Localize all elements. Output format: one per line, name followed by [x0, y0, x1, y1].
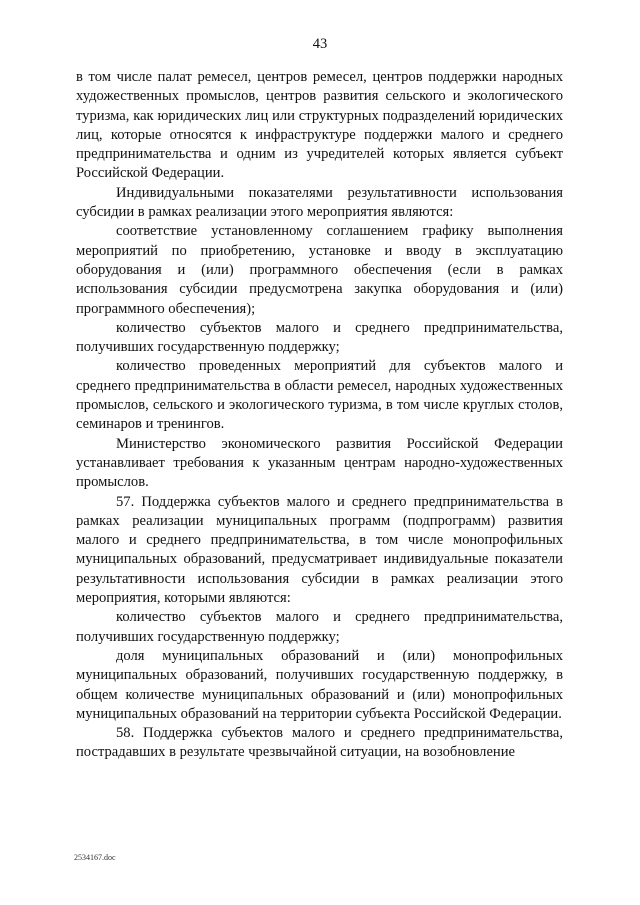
paragraph-indicator-events: количество проведенных мероприятий для субъектов малого и среднего предпринимательства в области ремесел, народных художественных промыслов, сельского и экологического туризма, в том числе круглых столов, семинаров и тренингов. — [76, 358, 563, 433]
paragraph-continuation: в том числе палат ремесел, центров ремесел, центров поддержки народных художественных промыслов, центров развития сельского и экологического туризма, как юридических лиц или структурных подразделений юридических лиц, которые относятся к инфраструктуре поддержки малого и среднего предпринимательства и одним из учредителей которых является субъект Российской Федерации. — [76, 69, 563, 182]
document-file-code: 2534167.doc — [74, 853, 116, 862]
paragraph-indicator-schedule: соответствие установленному соглашением графику выполнения мероприятий по приобретению, установке и вводу в эксплуатацию оборудования и (или) программного обеспечения (если в рамках использования субсидии предусмотрена закупка оборудования и (или) программного обеспечения); — [76, 223, 563, 317]
page-number: 43 — [312, 36, 328, 52]
document-body — [76, 68, 563, 763]
paragraph-indicator-sme-count: количество субъектов малого и среднего предпринимательства, получивших государственную поддержку; — [76, 319, 563, 356]
paragraph-item-58: 58. Поддержка субъектов малого и среднего предпринимательства, пострадавших в результате чрезвычайной ситуации, на возобновление — [76, 725, 563, 761]
paragraph-indicator-municipal-share: доля муниципальных образований и (или) монопрофильных муниципальных образований, получивших государственную поддержку, в общем количестве муниципальных образований и (или) монопрофильных муниципальных образований на территории субъекта Российской Федерации. — [76, 647, 563, 722]
paragraph-indicator-sme-count-2: количество субъектов малого и среднего предпринимательства, получивших государственную поддержку; — [76, 609, 563, 645]
paragraph-ministry-requirements: Министерство экономического развития Российской Федерации устанавливает требования к указанным центрам народно-художественных промыслов. — [76, 435, 563, 491]
paragraph-indicators-intro: Индивидуальными показателями результативности использования субсидии в рамках реализации этого мероприятия являются: — [76, 184, 563, 221]
paragraph-item-57: 57. Поддержка субъектов малого и среднего предпринимательства в рамках реализации муниципальных программ (подпрограмм) развития малого и среднего предпринимательства, в том числе монопрофильных муниципальных образований, предусматривает индивидуальные показатели результативности использования субсидии в рамках реализации этого мероприятия, которыми являются: — [76, 493, 563, 607]
